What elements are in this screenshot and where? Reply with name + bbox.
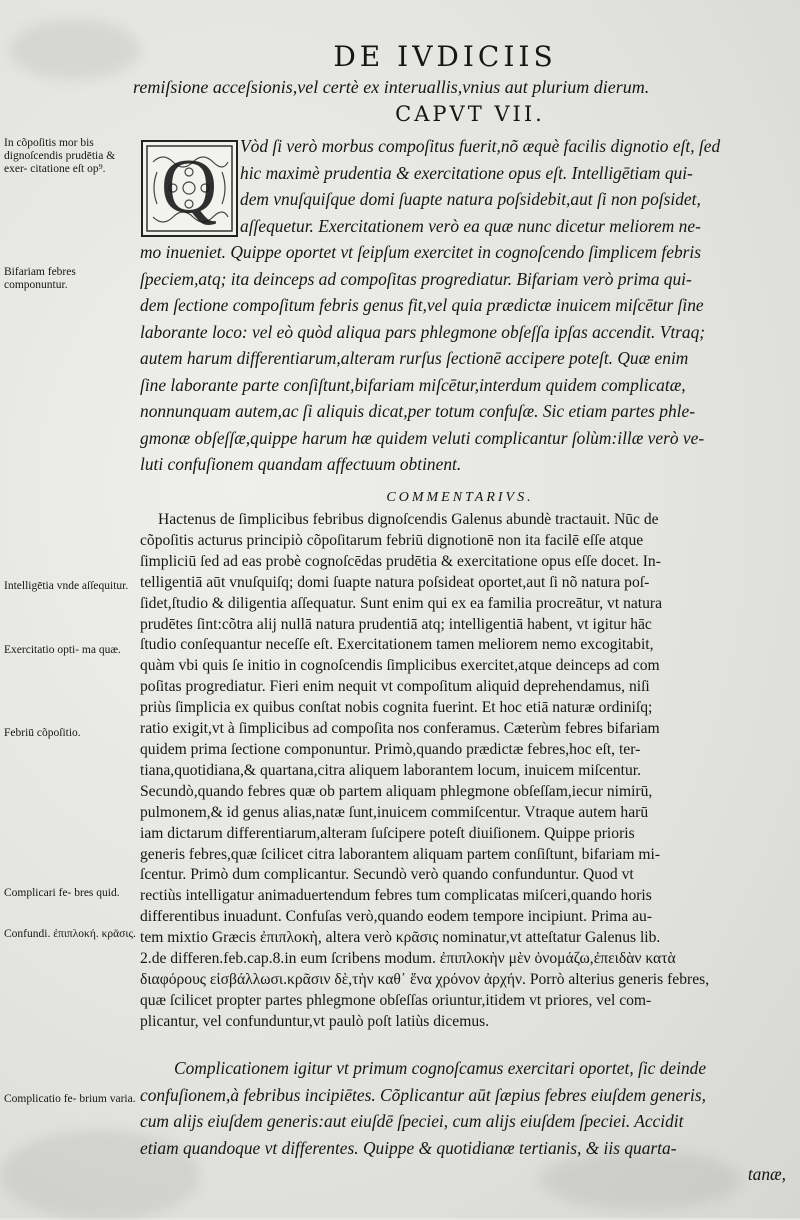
running-head: DE IVDICIIS xyxy=(333,40,557,73)
text-line: Hactenus de ſimplicibus febribus dignoſcendis Galenus abundè tractauit. Nūc de xyxy=(158,511,659,528)
initial-letter: Q xyxy=(160,142,218,229)
marginal-note: Confundi. ἐπιπλοκή. κρᾶσις. xyxy=(4,928,136,940)
text-line: cõpoſitis acturus principiò cõpoſitarum febriū dignotionē non ita facilē eſſe atque xyxy=(140,531,644,549)
chapter-title: CAPVT VII. xyxy=(395,102,545,126)
text-line: ſidet,ſtudio & diligentia aſſequatur. Sunt enim qui ex ea familia procreātur, vt natura xyxy=(140,594,663,612)
text-line: laborante loco: vel eò quòd aliqua pars phlegmone obſeſſa ipſas accendit. Vtraq; xyxy=(140,321,706,342)
text-line: ſpeciem,atq; ita deinceps ad compoſitas progrediatur. Bifariam verò prima qui- xyxy=(140,268,692,289)
text-line: ſine laborante parte conſiſtunt,bifariam miſcētur,interdum quidem complicatæ, xyxy=(140,374,686,395)
text-line: etiam quandoque vt differentes. Quippe & quotidianæ tertianis, & iis quarta- xyxy=(140,1137,677,1158)
text-line: ſtudio conſequantur neceſſe eſt. Exercitationem tamen meliorem nemo excogitabit, xyxy=(140,636,654,654)
text-line: prudētes ſint:cõtra alij nullā natura prudentiā atq; intelligentiā habent, vt igitur hāc xyxy=(140,615,652,633)
text-line: quæ ſcilicet propter partes phlegmone obſeſſas oriuntur,itidem vt priores, vel com- xyxy=(140,991,652,1009)
text-line: 2.de differen.feb.cap.8.in eum ſcribens modum. ἐπιπλοκὴν μὲν ὀνομάζω,ἐπειδὰν κατὰ xyxy=(140,950,676,968)
text-line: confuſionem,à febribus incipiētes. Cõplicantur aūt ſæpius febres eiuſdem generis, xyxy=(140,1084,706,1105)
text-line: διαφόρους εἰσβάλλωσι.κρᾶσιν δὲ,τὴν καθ᾽ ἕνα χρόνον ἀρχήν. Porrò alterius generis febres, xyxy=(140,970,710,988)
marginal-note: In cõpoſitis mor bis dignoſcendis prudētia & exer- citatione eſt op⁹. xyxy=(4,137,116,175)
text-line: hic maximè prudentia & exercitatione opus eſt. Intelligētiam qui- xyxy=(240,162,693,183)
marginal-note: Febriū cõpoſitio. xyxy=(4,727,81,739)
text-line: dem ſectione compoſitum febris genus fit,vel quia prædictæ inuicem miſcētur ſine xyxy=(140,295,704,315)
text-line: quàm vbi quis ſe initio in cognoſcendis ſimplicibus exercitet,atque deinceps ad com xyxy=(140,657,660,675)
marginal-note: Bifariam febres componuntur. xyxy=(4,266,76,291)
text-line: ratio exigit,vt à ſimplicibus ad compoſita nos conferamus. Cæterùm febres bifariam xyxy=(140,720,660,738)
text-line: poſitas progrediatur. Fieri enim nequit vt compoſitum aliquid deprehendamus, niſi xyxy=(140,678,650,696)
marginal-note: Intelligētia vnde aſſequitur. xyxy=(4,580,129,592)
text-line: aſſequetur. Exercitationem verò ea quæ nunc dicetur meliorem ne- xyxy=(240,215,701,236)
commentary-text xyxy=(140,510,786,1033)
marginal-note: Exercitatio opti- ma quæ. xyxy=(4,644,121,656)
text-line: iam dictarum differentiarum,alteram ſuſcipere poteſt diuiſionem. Quippe prioris xyxy=(140,824,635,842)
commentary-heading: COMMENTARIVS. xyxy=(386,490,534,505)
text-line: plicantur, vel confunduntur,vt paulò poſt latiùs dicemus. xyxy=(140,1012,490,1030)
text-line: pulmonem,& id genus alias,natæ ſunt,inuicem commiſcentur. Vtraque autem harū xyxy=(140,803,649,821)
text-line: ſimpliciū ſed ad eas probè cognoſcēdas prudētia & exercitatione opus eſſe docet. In- xyxy=(140,552,661,570)
text-line: tanæ, xyxy=(747,1164,786,1184)
marginal-note: Complicari fe- bres quid. xyxy=(4,887,120,899)
marginal-note: Complicatio fe- brium varia. xyxy=(4,1093,136,1105)
text-line: luti confuſionem quandam affectuum obtinent. xyxy=(140,454,462,474)
text-line: autem harum differentiarum,alteram rurſus ſectionē accipere poteſt. Quæ enim xyxy=(140,348,689,368)
text-line: rectiùs intelligatur animaduertendum febres tum complicatas miſceri,quando horis xyxy=(140,887,652,905)
chapter-text xyxy=(140,1055,786,1188)
text-line: Vòd ſi verò morbus compoſitus fuerit,nõ æquè facilis dignotio eſt, ſed xyxy=(240,136,721,156)
text-line: gmonæ obſeſſæ,quippe harum hæ quidem veluti complicantur ſolùm:illæ verò ve- xyxy=(140,427,705,448)
text-line: Complicationem igitur vt primum cognoſcamus exercitari oportet, ſic deinde xyxy=(174,1058,707,1078)
text-line: quidem prima ſectione componuntur. Primò,quando prædictæ febres,hoc eſt, ter- xyxy=(140,740,641,758)
text-line: generis febres,quæ ſcilicet citra laborantem aliquam partem conſiſtunt, bifariam mi- xyxy=(140,845,661,863)
text-line: telligentiā aūt vnuſquiſq; domi ſuapte natura poſsideat oportet,aut ſi nõ natura poſ- xyxy=(140,573,650,591)
chapter-text xyxy=(140,133,786,478)
text-line: mo inueniet. Quippe oportet vt ſeipſum exercitet in cognoſcendo ſimplicem febris xyxy=(140,242,702,262)
text-line: tiana,quotidiana,& quartana,citra aliquem laborantem locum, inuicem miſcentur. xyxy=(140,761,641,779)
text-line: tem mixtio Græcis ἐπιπλοκὴ, altera verò κρᾶσις nominatur,vt atteſtatur Galenus lib. xyxy=(140,929,661,947)
text-line: Secundò,quando febres quæ ob partem aliquam phlegmone obſeſſam,iecur nimirū, xyxy=(140,782,653,800)
text-line: dem vnuſquiſque domi ſuapte natura poſsidebit,aut ſi non poſsidet, xyxy=(240,189,701,209)
text-line: ſcentur. Primò dum complicantur. Secundò verò quando confunduntur. Quod vt xyxy=(140,866,634,884)
text-line: cum alijs eiuſdem generis:aut eiuſdē ſpeciei, cum alijs eiuſdem ſpeciei. Accidit xyxy=(140,1111,684,1131)
text-line: nonnunquam autem,ac ſi aliquis dicat,per totum confuſæ. Sic etiam partes phle- xyxy=(140,401,695,421)
continuation-line: remiſsione acceſsionis,vel certè ex interuallis,vnius aut plurium dierum. xyxy=(133,77,650,97)
text-line: differentibus inuadunt. Confuſas verò,quando eodem tempore incipiunt. Prima au- xyxy=(140,908,653,926)
text-line: priùs ſimplicia ex quibus conſtat nobis cognita fuerint. Et hoc etiā naturæ ordiniſq; xyxy=(140,699,653,717)
